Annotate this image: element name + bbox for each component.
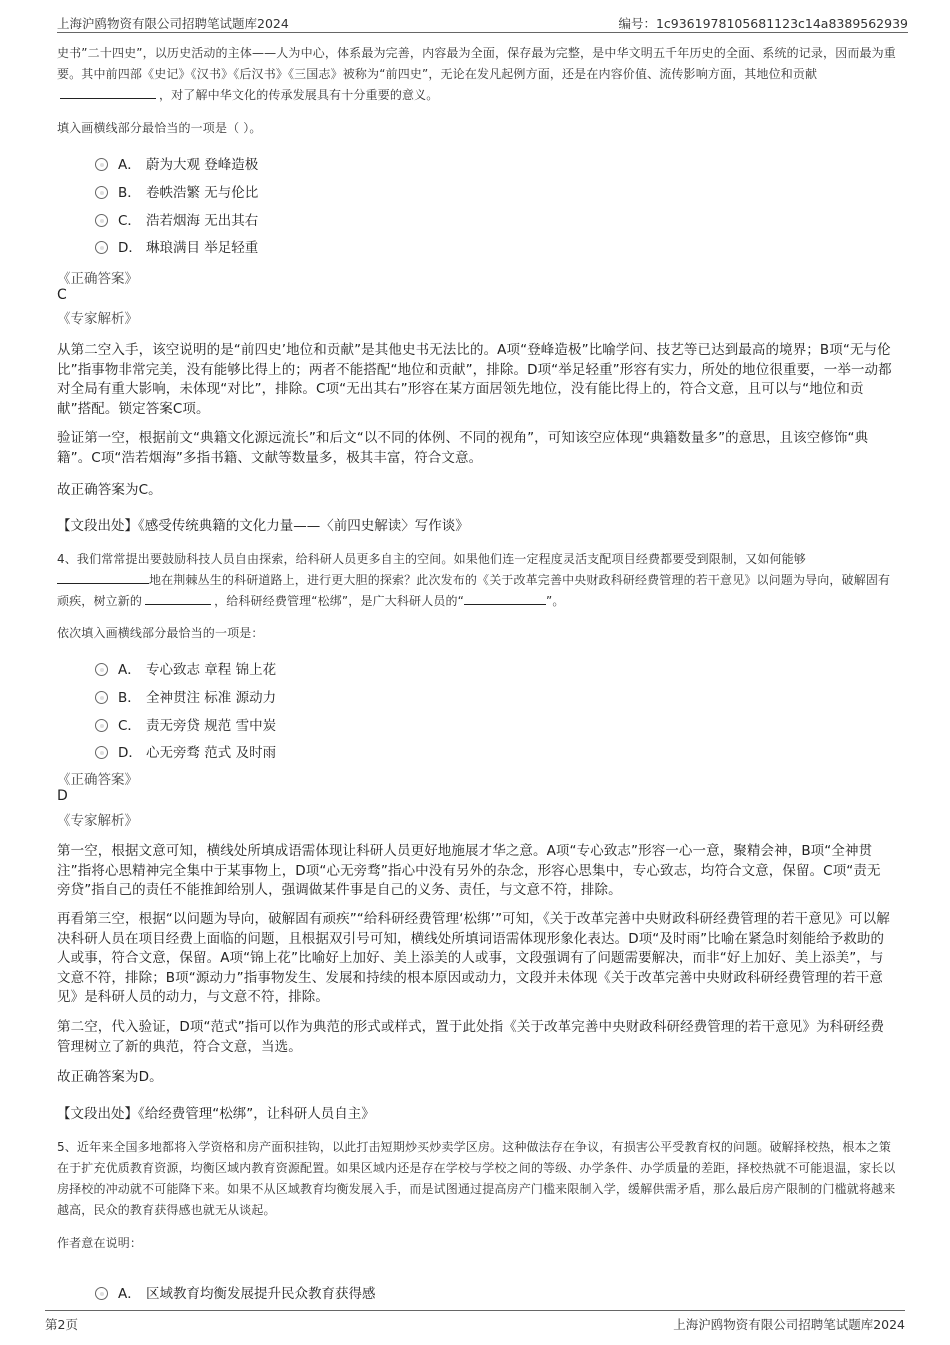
page-header [57,10,908,33]
page-footer [45,1310,905,1335]
header-serial-number: 编号：1c9361978105681123c14a8389562939 [618,16,908,31]
q4-source: 【文段出处】《给经费管理“松绑”，让科研人员自主》 [57,1106,375,1122]
q3-option-b[interactable]: B． 卷帙浩繁 无与伦比 [95,181,258,203]
radio-icon[interactable] [95,719,108,732]
q3-stem: 史书”二十四史”，以历史活动的主体——人为中心，体系最为完善，内容最为全面，保存最为完整，是中华文明五千年历史的全面、系统的记录，因而最为重要。其中前四部《史记》《汉书》《后汉书》《三国志》被称为“前四史”，无论在发凡起例方面，还是在内容价值、流传影响方面，其地位和贡献，对了解中华文化的传承发展具有十分重要的意义。 [57,46,896,102]
radio-icon[interactable] [95,1287,108,1300]
q3-analysis-label: 《专家解析》 [57,311,138,327]
q4-answer-label: 《正确答案》 [57,772,138,788]
q4-analysis-paragraph: 再看第三空，根据“以问题为导向，破解固有顽疾”“给科研经费管理‘松绑’”可知，《关于改革完善中央财政科研经费管理的若干意见》可以解决科研人员在项目经费上面临的问题，且根据双引号可知，横线处所填词语需体现形象化表达。D项“及时雨”比喻在紧急时刻能给予救助的人或事，符合文意，保留。A项“锦上花”比喻好上加好、美上添美的人或事，文段强调有了问题需要解决，而非“好上加好、美上添美”，与文意不符，排除；B项“源动力”指事物发生、发展和持续的根本原因或动力，文段并未体现《关于改革完善中央财政科研经费管理的若干意见》是科研人员的动力，与文意不符，排除。 [57,911,890,1005]
radio-icon[interactable] [95,663,108,676]
q4-analysis-paragraph: 第二空，代入验证，D项“范式”指可以作为典范的形式或样式，置于此处指《关于改革完善中央财政科研经费管理的若干意见》为科研经费管理树立了新的典范，符合文意，当选。 [57,1019,885,1055]
header-title: 上海沪鸥物资有限公司招聘笔试题库2024 [57,16,289,31]
q3-analysis-paragraph: 从第二空入手，该空说明的是“前四史’地位和贡献”是其他史书无法比的。A项“登峰造极”比喻学问、技艺等已达到最高的境界；B项“无与伦比”指事物非常完美，没有能够比得上的；两者不能搭配“地位和贡献”，排除。D项“举足轻重”形容有实力，所处的地位很重要，一举一动都对全局有重大影响，未体现“对比”，排除。C项“无出其右”形容在某方面居领先地位，没有能比得上的，符合文意，且可以与“地位和贡献”搭配。锁定答案C项。 [57,342,892,417]
q3-option-d[interactable]: D． 琳琅满目 举足轻重 [95,236,258,258]
radio-icon[interactable] [95,186,108,199]
q4-option-a[interactable]: A． 专心致志 章程 锦上花 [95,658,276,680]
q5-prompt: 作者意在说明： [57,1236,143,1250]
footer-title: 上海沪鸥物资有限公司招聘笔试题库2024 [673,1317,905,1332]
q4-stem: 4、我们常常提出要鼓励科技人员自由探索，给科研人员更多自主的空间。如果他们连一定程度灵活支配项目经费都要受到限制，又如何能够 地在荆棘丛生的科研道路上，进行更大胆的探索？此次发布的《关于改革完善中央财政科研经费管理的若干意见》以问题为导向，破解固有顽疾，树立新的 ，给科研经费管理“松绑”，是广大科研人员的“ ”。 [57,552,891,608]
q3-analysis-conclusion: 故正确答案为C。 [57,482,162,498]
q3-prompt: 填入画横线部分最恰当的一项是（ ）。 [57,121,262,135]
q4-option-b[interactable]: B． 全神贯注 标准 源动力 [95,686,276,708]
q4-option-c[interactable]: C． 责无旁贷 规范 雪中炭 [95,714,276,736]
q4-blank-3 [464,593,546,605]
radio-icon[interactable] [95,746,108,759]
q3-blank [60,87,156,99]
q3-answer-label: 《正确答案》 [57,271,138,287]
q4-answer: D [57,788,68,804]
q4-analysis-paragraph: 第一空，根据文意可知，横线处所填成语需体现让科研人员更好地施展才华之意。A项“专心致志”形容一心一意，聚精会神，B项“全神贯注”指将心思精神完全集中于某事物上，D项“心无旁骛”指心中没有另外的杂念，形容心思集中，专心致志，均符合文意，保留。C项“责无旁贷”指自己的责任不能推卸给别人，强调做某件事是自己的义务、责任，与文意不符，排除。 [57,843,881,898]
q4-analysis-label: 《专家解析》 [57,813,138,829]
q4-option-d[interactable]: D． 心无旁骛 范式 及时雨 [95,741,276,763]
q4-prompt: 依次填入画横线部分最恰当的一项是： [57,626,264,640]
page-number: 第2页 [45,1317,78,1332]
q5-stem: 5、近年来全国多地都将入学资格和房产面积挂钩，以此打击短期炒买炒卖学区房。这种做法存在争议，有损害公平受教育权的问题。破解择校热，根本之策在于扩充优质教育资源，均衡区域内教育资源配置。如果区域内还是存在学校与学校之间的等级、办学条件、办学质量的差距，择校热就不可能退温，家长以房择校的冲动就不可能降下来。如果不从区域教育均衡发展入手，而是试图通过提高房产门槛来限制入学，缓解供需矛盾，那么最后房产限制的门槛就将越来越高，民众的教育获得感也就无从谈起。 [57,1140,896,1217]
radio-icon[interactable] [95,214,108,227]
radio-icon[interactable] [95,691,108,704]
q4-blank-2 [145,593,211,605]
q3-analysis-paragraph: 验证第一空，根据前文“典籍文化源远流长”和后文“以不同的体例、不同的视角”，可知该空应体现“典籍数量多”的意思，且该空修饰“典籍”。C项“浩若烟海”多指书籍、文献等数量多，极其丰富，符合文意。 [57,430,869,466]
q3-option-a[interactable]: A． 蔚为大观 登峰造极 [95,153,258,175]
q4-blank-1 [57,572,149,584]
radio-icon[interactable] [95,158,108,171]
q3-source: 【文段出处】《感受传统典籍的文化力量——〈前四史解读〉写作谈》 [57,518,469,534]
radio-icon[interactable] [95,241,108,254]
q5-option-a[interactable]: A． 区域教育均衡发展提升民众教育获得感 [95,1282,376,1304]
q3-option-c[interactable]: C． 浩若烟海 无出其右 [95,209,258,231]
q3-answer: C [57,287,67,303]
q4-analysis-conclusion: 故正确答案为D。 [57,1069,163,1085]
